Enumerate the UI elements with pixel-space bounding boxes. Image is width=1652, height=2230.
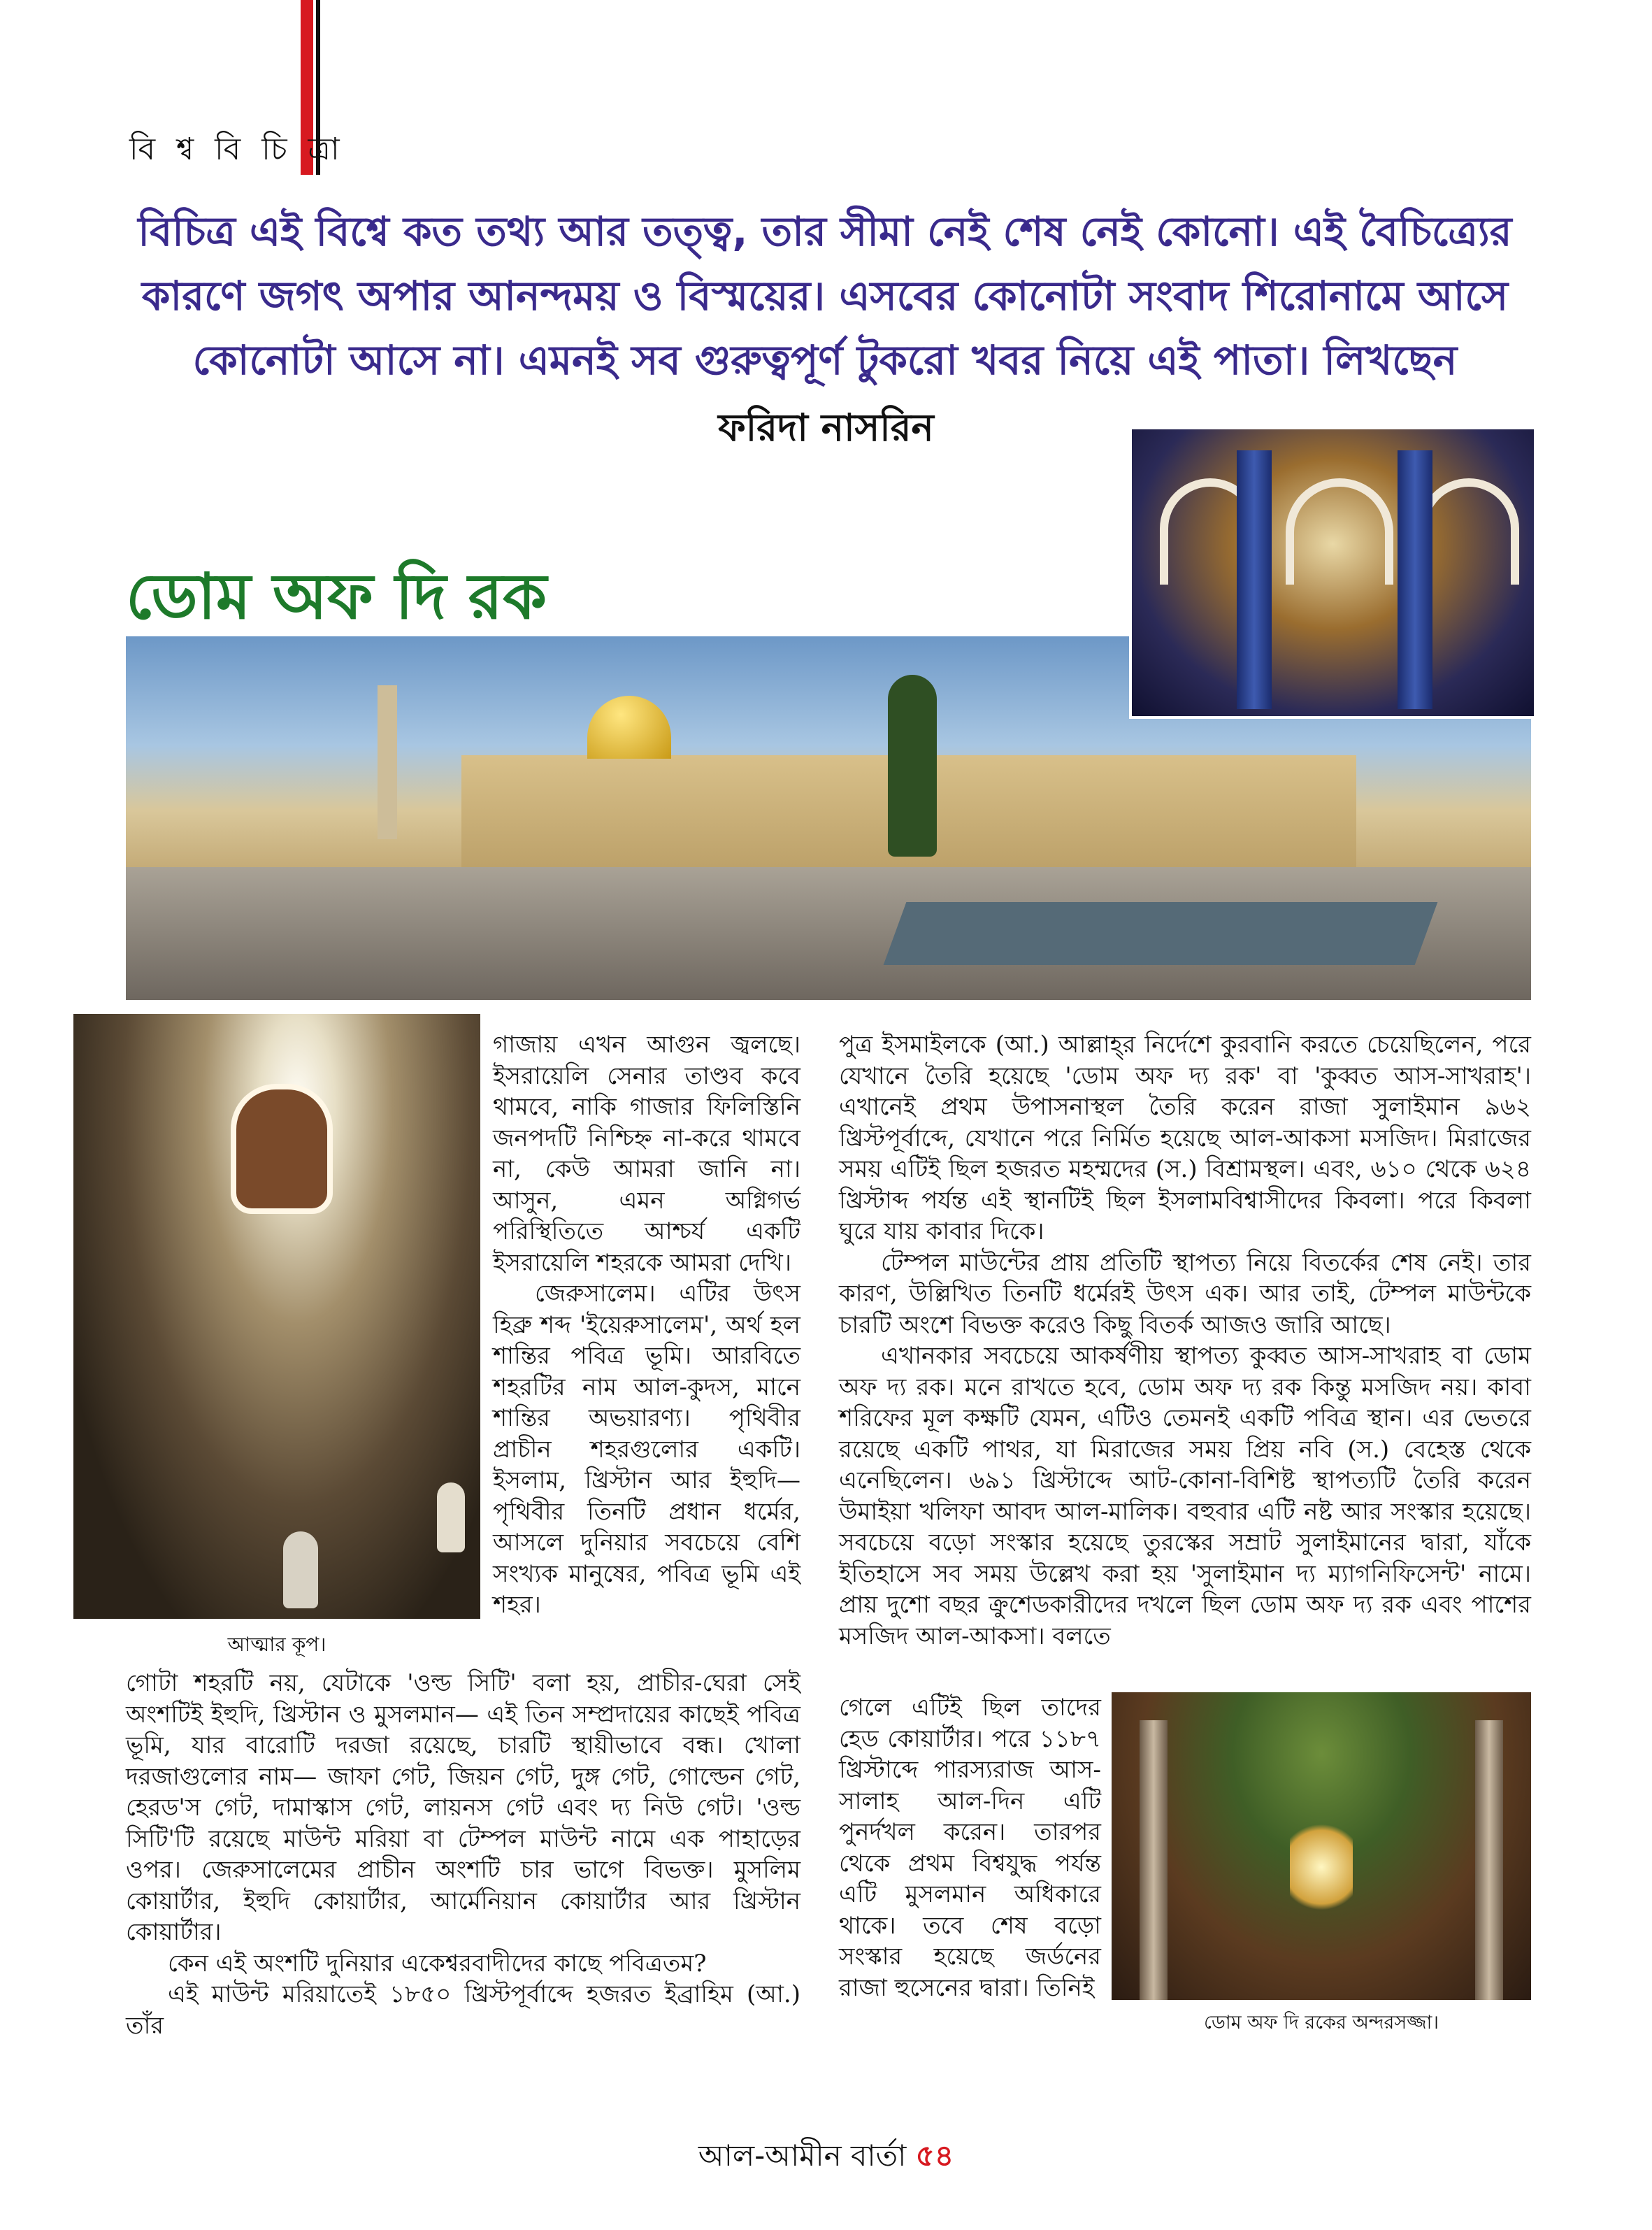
cypress-tree-shape bbox=[888, 675, 937, 857]
paragraph: কেন এই অংশটি দুনিয়ার একেশ্বরবাদীদের কাছে পবিত্রতম? bbox=[168, 1949, 707, 1978]
article-column-right bbox=[839, 1029, 1531, 1652]
page-number: ৫৪ bbox=[915, 2138, 954, 2173]
intro-line-3: কোনোটা আসে না। এমনই সব গুরুত্বপূর্ণ টুকরো খবর নিয়ে এই পাতা। লিখছেন bbox=[192, 336, 1458, 384]
article-column-bottom bbox=[126, 1668, 800, 2041]
chandelier-shape bbox=[1290, 1815, 1353, 1920]
skylight-opening-shape bbox=[231, 1084, 333, 1214]
interior-photo-caption: ডোম অফ দি রকের অন্দরসজ্জা। bbox=[1204, 2012, 1439, 2034]
author-name: ফরিদা নাসরিন bbox=[718, 406, 934, 450]
section-label: বি শ্ব বি চি ত্রা bbox=[129, 131, 345, 167]
roof-shape bbox=[884, 902, 1438, 965]
pillar-shape bbox=[1140, 1720, 1168, 2000]
intro-line-2: কারণে জগৎ অপার আনন্দময় ও বিস্ময়ের। এসবের কোনোটা সংবাদ শিরোনামে আসে bbox=[141, 272, 1509, 320]
paragraph: এখানকার সবচেয়ে আকর্ষণীয় স্থাপত্য কুব্বত আস-সাখরাহ বা ডোম অফ দ্য রক। মনে রাখতে হবে, ডোম অফ দ্য রক কিন্তু মসজিদ নয়। কাবা শরিফের মূল কক্ষটি যেমন, এটিও তেমনই একটি পবিত্র স্থান। এর ভেতরে রয়েছে একটি পাথর, যা মিরাজের সময় প্রিয় নবি (স.) বেহেস্ত থেকে এনেছিলেন। ৬৯১ খ্রিস্টাব্দে আট-কোনা-বিশিষ্ট স্থাপত্যটি তৈরি করেন উমাইয়া খলিফা আবদ আল-মালিক। বহুবার এটি নষ্ট আর সংস্কার হয়েছে। সবচেয়ে বড়ো সংস্কার হয়েছে তুরস্কের সম্রাট সুলাইমানের দ্বারা, যাঁকে ইতিহাসে সব সময় উল্লেখ করা হয় 'সুলাইমান দ্য ম্যাগনিফিসেন্ট' নামে। প্রায় দুশো বছর ক্রুশেডকারীদের দখলে ছিল ডোম অফ দ্য রক এবং পাশের মসজিদ আল-আকসা। বলতে bbox=[839, 1342, 1531, 1650]
well-photo-caption: আত্মার কূপ। bbox=[227, 1633, 326, 1656]
paragraph: জেরুসালেম। এটির উৎস হিব্রু শব্দ 'ইয়েরুসালেম', অর্থ হল শান্তির পবিত্র ভূমি। আরবিতে শহরটির নাম আল-কুদস, মানে শান্তির অভয়ারণ্য। পৃথিবীর প্রাচীন শহরগুলোর একটি। ইসলাম, খ্রিস্টান আর ইহুদি— পৃথিবীর তিনটি প্রধান ধর্মের, আসলে দুনিয়ার সবচেয়ে বেশি সংখ্যক মানুষের, পবিত্র ভূমি এই শহর। bbox=[493, 1280, 800, 1619]
paragraph: গেলে এটিই ছিল তাদের হেড কোয়ার্টার। পরে ১১৮৭ খ্রিস্টাব্দে পারস্যরাজ আস-সালাহ আল-দিন এটি পুনর্দখল করেন। তারপর থেকে প্রথম বিশ্বযুদ্ধ পর্যন্ত এটি মুসলমান অধিকারে থাকে। তবে শেষ বড়ো সংস্কার হয়েছে জর্ডনের রাজা হুসেনের দ্বারা। তিনিই bbox=[839, 1694, 1101, 2002]
dome-interior-inset-photo bbox=[1129, 427, 1537, 719]
page-footer bbox=[0, 2133, 1652, 2182]
paragraph: পুত্র ইসমাইলকে (আ.) আল্লাহ্‌র নির্দেশে কুরবানি করতে চেয়েছিলেন, পরে যেখানে তৈরি হয়েছে 'ডোম অফ দ্য রক' বা 'কুব্বত আস-সাখরাহ'। এখানেই প্রথম উপাসনাস্থল তৈরি করেন রাজা সুলাইমান ৯৬২ খ্রিস্টপূর্বাব্দে, যেখানে পরে নির্মিত হয়েছে আল-আকসা মসজিদ। মিরাজের সময় এটিই ছিল হজরত মহম্মদের (স.) বিশ্রামস্থল। এবং, ৬১০ থেকে ৬২৪ খ্রিস্টাব্দ পর্যন্ত এই স্থানটিই ছিল ইসলামবিশ্বাসীদের কিবলা। পরে কিবলা ঘুরে যায় কাবার দিকে। bbox=[839, 1031, 1531, 1245]
paragraph: টেম্পল মাউন্টের প্রায় প্রতিটি স্থাপত্য নিয়ে বিতর্কের শেষ নেই। তার কারণ, উল্লিখিত তিনটি ধর্মেরই উৎস এক। আর তাই, টেম্পল মাউন্টকে চারটি অংশে বিভক্ত করেও কিছু বিতর্ক আজও জারি আছে। bbox=[839, 1248, 1531, 1339]
figure-shape bbox=[437, 1482, 465, 1552]
arch-shape bbox=[1418, 478, 1519, 585]
paragraph: এই মাউন্ট মরিয়াতেই ১৮৫০ খ্রিস্টপূর্বাব্দে হজরত ইব্রাহিম (আ.) তাঁর bbox=[126, 1980, 800, 2040]
golden-dome-shape bbox=[587, 696, 671, 759]
pillar-shape bbox=[1475, 1720, 1503, 2000]
figure-shape bbox=[283, 1531, 318, 1608]
article-column-narrow bbox=[839, 1692, 1101, 2003]
column-shape bbox=[1398, 450, 1432, 709]
column-shape bbox=[1237, 450, 1272, 709]
article-title: ডোম অফ দি রক bbox=[126, 560, 547, 634]
minaret-shape bbox=[378, 685, 397, 839]
intro-line-1: বিচিত্র এই বিশ্বে কত তথ্য আর তত্ত্ব, তার সীমা নেই শেষ নেই কোনো। এই বৈচিত্র্যের bbox=[138, 208, 1512, 255]
paragraph: গোটা শহরটি নয়, যেটাকে 'ওল্ড সিটি' বলা হয়, প্রাচীর-ঘেরা সেই অংশটিই ইহুদি, খ্রিস্টান ও মুসলমান— এই তিন সম্প্রদায়ের কাছেই পবিত্র ভূমি, যার বারোটি দরজা রয়েছে, চারটি স্থায়ীভাবে বন্ধ। খোলা দরজাগুলোর নাম— জাফা গেট, জিয়ন গেট, দুঙ্গ গেট, গোল্ডেন গেট, হেরড'স গেট, দামাস্কাস গেট, লায়নস গেট এবং দ্য নিউ গেট। 'ওল্ড সিটি'টি রয়েছে মাউন্ট মরিয়া বা টেম্পল মাউন্ট নামে এক পাহাড়ের ওপর। জেরুসালেমের প্রাচীন অংশটি চার ভাগে বিভক্ত। মুসলিম কোয়ার্টার, ইহুদি কোয়ার্টার, আর্মেনিয়ান কোয়ার্টার আর খ্রিস্টান কোয়ার্টার। bbox=[126, 1669, 800, 1946]
arch-shape bbox=[1286, 478, 1393, 585]
dome-interior-photo bbox=[1112, 1692, 1531, 2000]
article-column-left bbox=[493, 1029, 800, 1621]
well-of-souls-photo bbox=[73, 1014, 480, 1619]
intro-paragraph bbox=[126, 199, 1524, 392]
publication-name: আল-আমীন বার্তা bbox=[698, 2138, 907, 2173]
paragraph: গাজায় এখন আগুন জ্বলছে। ইসরায়েলি সেনার তাণ্ডব কবে থামবে, নাকি গাজার ফিলিস্তিনি জনপদটি নিশ্চিহ্ন না-করে থামবে না, কেউ আমরা জানি না। আসুন, এমন অগ্নিগর্ভ পরিস্থিতিতে আশ্চর্য একটি ইসরায়েলি শহরকে আমরা দেখি। bbox=[493, 1031, 800, 1277]
